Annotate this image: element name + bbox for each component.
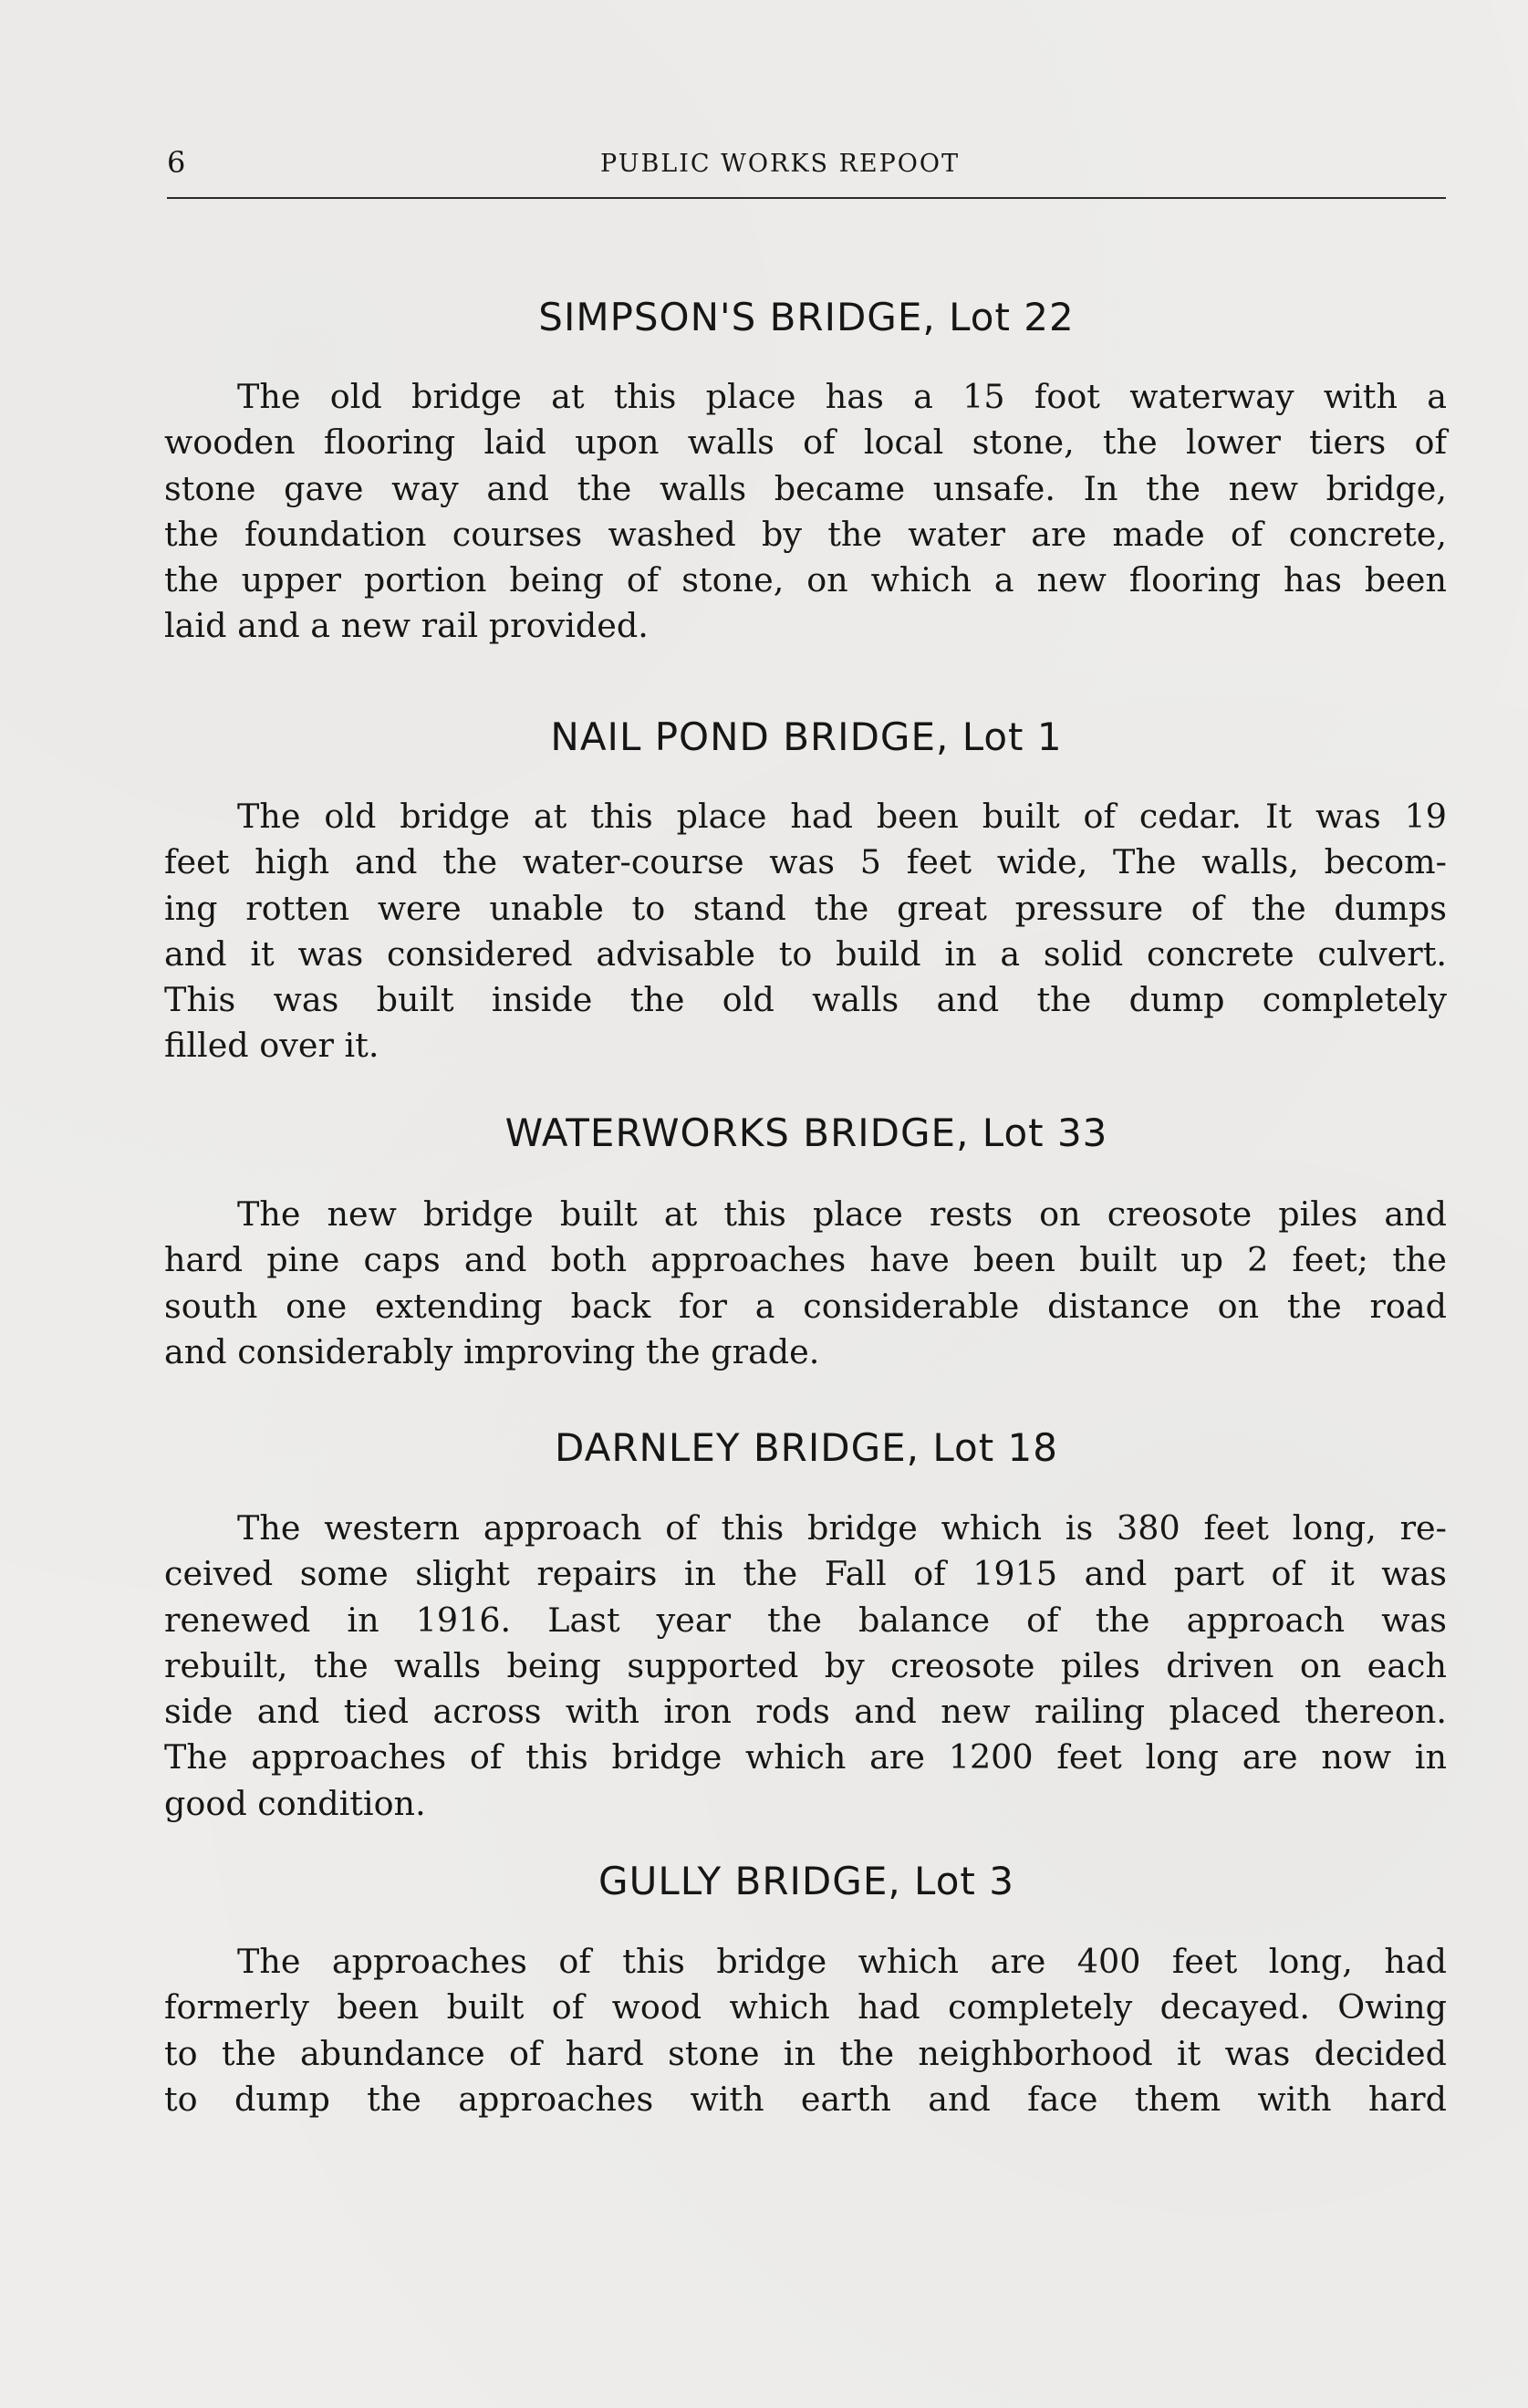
section-paragraph <box>164 794 1447 1069</box>
text-line: and considerably improving the grade. <box>164 1331 820 1371</box>
section-heading: DARNLEY BRIDGE, Lot 18 <box>554 1425 1058 1470</box>
page-header <box>167 137 1446 184</box>
text-line: This was built inside the old walls and the dump completely <box>164 980 1447 1020</box>
text-line: feet high and the water-course was 5 feet wide, The walls, becom- <box>164 842 1447 882</box>
text-line: wooden flooring laid upon walls of local stone, the lower tiers of <box>164 422 1447 463</box>
text-line: rebuilt, the walls being supported by creosote piles driven on each <box>164 1645 1447 1685</box>
page-number: 6 <box>167 145 186 180</box>
section-heading: NAIL POND BRIDGE, Lot 1 <box>550 714 1063 759</box>
text-line: stone gave way and the walls became unsafe. In the new bridge, <box>164 468 1447 508</box>
text-line: laid and a new rail provided. <box>164 606 649 646</box>
text-line: side and tied across with iron rods and new railing placed thereon. <box>164 1692 1447 1732</box>
text-line: filled over it. <box>164 1026 379 1066</box>
text-line: ceived some slight repairs in the Fall of 1915 and part of it was <box>164 1554 1447 1594</box>
text-line: hard pine caps and both approaches have been built up 2 feet; the <box>164 1240 1447 1280</box>
text-line: The approaches of this bridge which are 400 feet long, had <box>237 1942 1447 1981</box>
text-line: renewed in 1916. Last year the balance of the approach was <box>164 1600 1447 1640</box>
section-paragraph <box>164 1939 1447 2122</box>
section-heading: WATERWORKS BRIDGE, Lot 33 <box>504 1110 1108 1155</box>
text-line: The old bridge at this place has a 15 foot waterway with a <box>237 377 1447 416</box>
running-title: PUBLIC WORKS REPOOT <box>600 150 961 178</box>
text-line: south one extending back for a considerable distance on the road <box>164 1286 1447 1326</box>
text-line: the upper portion being of stone, on which a new flooring has been <box>164 560 1447 600</box>
text-line: good condition. <box>164 1783 426 1823</box>
text-line: to the abundance of hard stone in the neighborhood it was decided <box>164 2033 1447 2073</box>
text-line: The old bridge at this place had been built of cedar. It was 19 <box>237 797 1447 836</box>
section-paragraph <box>164 1506 1447 1827</box>
text-line: The approaches of this bridge which are 1200 feet long are now in <box>164 1737 1447 1777</box>
text-line: to dump the approaches with earth and face them with hard <box>164 2079 1447 2119</box>
text-line: The western approach of this bridge which is 380 feet long, re- <box>237 1508 1447 1548</box>
text-line: and it was considered advisable to build in a solid concrete culvert. <box>164 933 1447 974</box>
section-paragraph <box>164 1192 1447 1375</box>
text-line: the foundation courses washed by the water are made of concrete, <box>164 514 1447 554</box>
header-rule <box>167 197 1446 199</box>
section-heading: GULLY BRIDGE, Lot 3 <box>598 1859 1014 1903</box>
section-heading: SIMPSON'S BRIDGE, Lot 22 <box>538 295 1075 339</box>
text-line: formerly been built of wood which had completely decayed. Owing <box>164 1987 1447 2028</box>
section-paragraph <box>164 374 1447 650</box>
text-line: The new bridge built at this place rests on creosote piles and <box>237 1194 1447 1234</box>
text-line: ing rotten were unable to stand the great pressure of the dumps <box>164 888 1447 928</box>
